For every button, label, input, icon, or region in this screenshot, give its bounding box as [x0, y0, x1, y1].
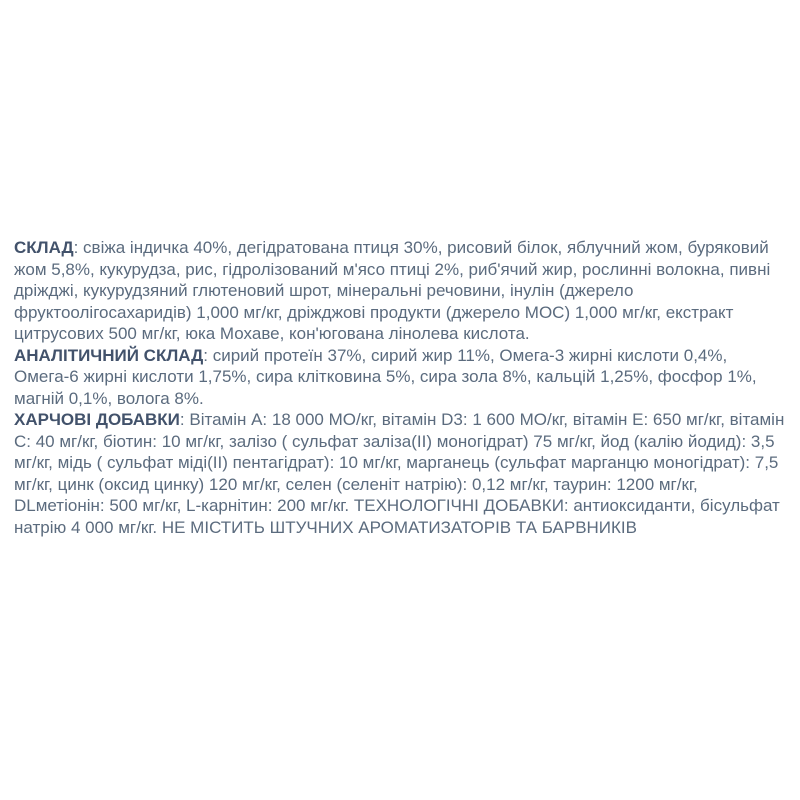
nutritional-additives-section [14, 409, 792, 538]
nutrition-info-document [14, 237, 792, 538]
nutritional-additives-text: : Вітамін А: 18 000 МО/кг, вітамін D3: 1 600 МО/кг, вітамін Е: 650 мг/кг, вітамін С: 40 мг/кг, біотин: 10 мг/кг, залізо ( сульфат заліза(II) моногідрат) 75 мг/кг, йод (калію йодид): 3,5 мг/кг, мідь ( сульфат міді(II) пентагідрат): 10 мг/кг, марганець (сульфат марганцю моногідрат): 7,5 мг/кг, цинк (оксид цинку) 120 мг/кг, селен (селеніт натрію): 0,12 мг/кг, таурин: 1200 мг/кг, DLметіонін: 500 мг/кг, L-карнітин: 200 мг/кг. ТЕХНОЛОГІЧНІ ДОБАВКИ: антиоксиданти, бісульфат натрію 4 000 мг/кг. НЕ МІСТИТЬ ШТУЧНИХ АРОМАТИЗАТОРІВ ТА БАРВНИКІВ [14, 410, 785, 537]
composition-heading: СКЛАД [14, 238, 74, 257]
analytical-composition-heading: АНАЛІТИЧНИЙ СКЛАД [14, 345, 204, 365]
composition-text: : свіжа індичка 40%, дегідратована птиця 30%, рисовий білок, яблучний жом, буряковий жом 5,8%, кукурудза, рис, гідролізований м'ясо птиці 2%, риб'ячий жир, рослинні волокна, пивні дріжджі, кукурудзяний глютеновий шрот, мінеральні речовини, інулін (джерело фруктоолігосахаридів) 1,000 мг/кг, дріжджові продукти (джерело МОС) 1,000 мг/кг, екстракт цитрусових 500 мг/кг, юка Мохаве, кон'югована лінолева кислота. [14, 238, 771, 343]
nutritional-additives-heading: ХАРЧОВІ ДОБАВКИ [14, 410, 180, 429]
analytical-composition-section [14, 345, 792, 410]
analytical-composition-text: : сирий протеїн 37%, сирий жир 11%, Омега-3 жирні кислоти 0,4%, Омега-6 жирні кислоти 1,75%, сира клітковина 5%, сира зола 8%, кальцій 1,25%, фосфор 1%, магній 0,1%, волога 8%. [14, 345, 757, 408]
composition-section [14, 237, 792, 345]
